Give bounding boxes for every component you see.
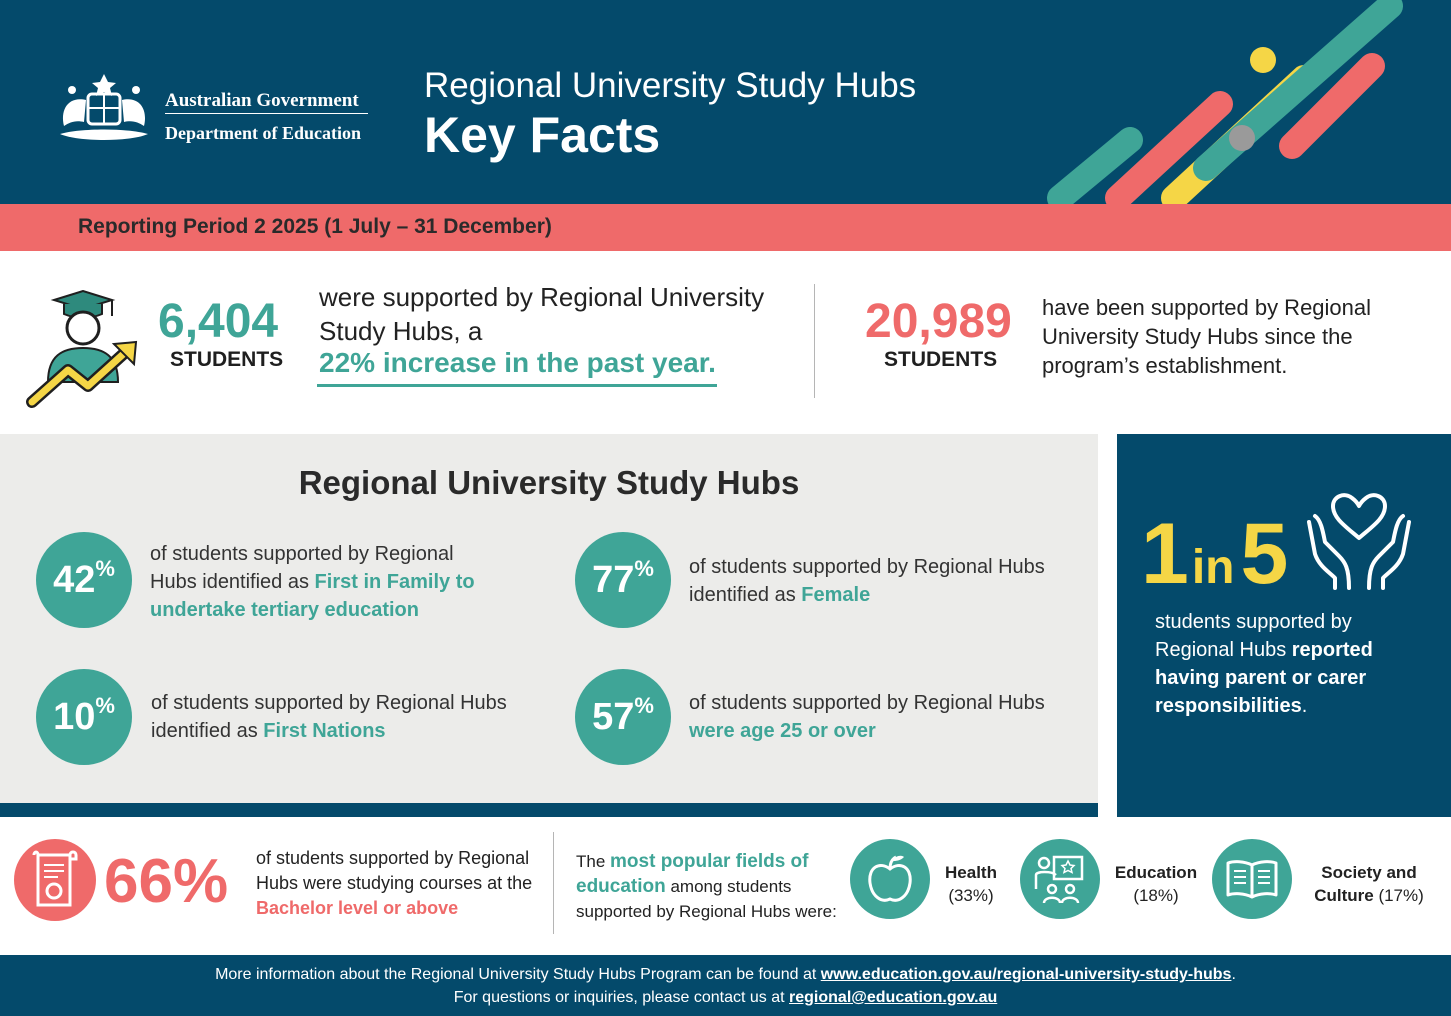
bachelor-text-plain: of students supported by Regional Hubs were studying courses at the: [256, 848, 533, 893]
female-text: [689, 553, 1079, 609]
pct-suffix: %: [95, 693, 115, 718]
stat-highlight: First Nations: [263, 720, 386, 742]
decorative-stripes: [1030, 0, 1451, 204]
field-pct: (33%): [948, 886, 994, 905]
stats-divider: [814, 284, 815, 398]
fields-intro-highlight: most popular fields of education: [576, 851, 809, 897]
heart-hands-icon: [1305, 492, 1413, 592]
pct-value: 77: [592, 558, 635, 601]
stat-highlight: were age 25 or over: [689, 720, 876, 742]
pct-suffix: %: [95, 556, 115, 581]
age-25-circle: [575, 669, 671, 765]
field-name: Society and: [1321, 863, 1417, 882]
government-logo: [50, 70, 380, 150]
first-nations-text: [151, 689, 541, 745]
pct-suffix: %: [634, 556, 654, 581]
header-title: Key Facts: [424, 107, 661, 163]
field-name: Health: [945, 863, 997, 882]
current-students-text: were supported by Regional University Study Hubs, a: [319, 282, 765, 346]
age-25-text: [689, 689, 1079, 745]
highlight-underline: [317, 384, 717, 387]
bottom-divider: [553, 832, 554, 934]
carer-highlight: reported having parent or carer responsibilities: [1155, 639, 1373, 717]
program-website-link[interactable]: www.education.gov.au/regional-university-study-hubs: [820, 966, 1232, 983]
first-in-family-circle: [36, 532, 132, 628]
org-divider: [165, 113, 368, 114]
bachelor-highlight: Bachelor level or above: [256, 898, 459, 918]
footer-contact-text: For questions or inquiries, please contact us at: [453, 989, 790, 1006]
stat-text: of students supported by Regional Hubs identified as: [150, 543, 454, 593]
total-students-value: 20,989: [865, 295, 1012, 348]
first-in-family-text: [150, 540, 500, 624]
org-line1: Australian Government: [165, 90, 359, 111]
footer-info-end: .: [1231, 966, 1236, 983]
pct-suffix: %: [634, 693, 654, 718]
health-label: [930, 861, 1012, 907]
carer-text-plain: students supported by Regional Hubs: [1155, 611, 1352, 661]
org-line2: Department of Education: [165, 123, 361, 143]
book-icon: [1212, 839, 1292, 919]
graduate-growth-icon: [26, 290, 140, 410]
stat-highlight: Female: [801, 584, 871, 606]
footer-info-text: More information about the Regional University Study Hubs Program can be found at: [215, 966, 821, 983]
bachelor-text: [256, 846, 551, 921]
certificate-icon: [14, 839, 96, 921]
coat-of-arms-icon: [50, 70, 158, 150]
stat-text: of students supported by Regional Hubs identified as: [151, 692, 507, 742]
field-pct: (18%): [1133, 886, 1179, 905]
footer-contact-line: [0, 989, 1451, 1007]
stat-text: of students supported by Regional Hubs: [689, 692, 1045, 714]
total-students-text: have been supported by Regional University Study Hubs since the program’s establishment.: [1042, 295, 1372, 378]
fields-intro-post: among students supported by Regional Hubs were:: [576, 877, 837, 921]
reporting-period: Reporting Period 2 2025 (1 July – 31 December): [78, 215, 552, 238]
teacher-icon: [1020, 839, 1100, 919]
education-label: [1108, 861, 1204, 907]
female-circle: [575, 532, 671, 628]
bachelor-value: 66%: [104, 847, 229, 916]
certificate-badge: [14, 839, 96, 921]
health-badge: [850, 839, 930, 919]
apple-icon: [850, 839, 930, 919]
increase-highlight: 22% increase in the past year.: [319, 347, 716, 378]
header-subtitle: Regional University Study Hubs: [424, 66, 917, 105]
ratio-b: 5: [1240, 506, 1286, 602]
pct-value: 10: [53, 695, 96, 738]
carer-text-end: .: [1301, 695, 1308, 717]
total-students-unit: STUDENTS: [884, 348, 998, 371]
ratio-value: [1141, 505, 1285, 604]
current-students-unit: STUDENTS: [170, 348, 284, 371]
section-title: Regional University Study Hubs: [298, 464, 800, 501]
footer-info-line: [0, 966, 1451, 984]
fields-intro-pre: The: [576, 852, 611, 871]
carer-text: [1155, 608, 1425, 720]
panel-bottom-bar: [0, 803, 1098, 817]
society-badge: [1212, 839, 1292, 919]
fields-intro: [576, 849, 856, 924]
current-students-value: 6,404: [158, 295, 279, 348]
society-label: [1300, 861, 1438, 907]
education-badge: [1020, 839, 1100, 919]
footer: [0, 955, 1451, 1016]
first-nations-circle: [36, 669, 132, 765]
ratio-mid: in: [1191, 541, 1235, 594]
stat-text: of students supported by Regional Hubs identified as: [689, 556, 1045, 606]
field-name: Education: [1114, 863, 1198, 882]
header-banner: [0, 0, 1451, 204]
ratio-a: 1: [1141, 506, 1186, 602]
pct-value: 42: [53, 558, 96, 601]
stat-highlight: First in Family to undertake tertiary education: [150, 571, 475, 621]
field-pct: (17%): [1378, 886, 1424, 905]
contact-email-link[interactable]: regional@education.gov.au: [789, 989, 998, 1006]
field-name-2: Culture: [1314, 886, 1374, 905]
pct-value: 57: [592, 695, 635, 738]
